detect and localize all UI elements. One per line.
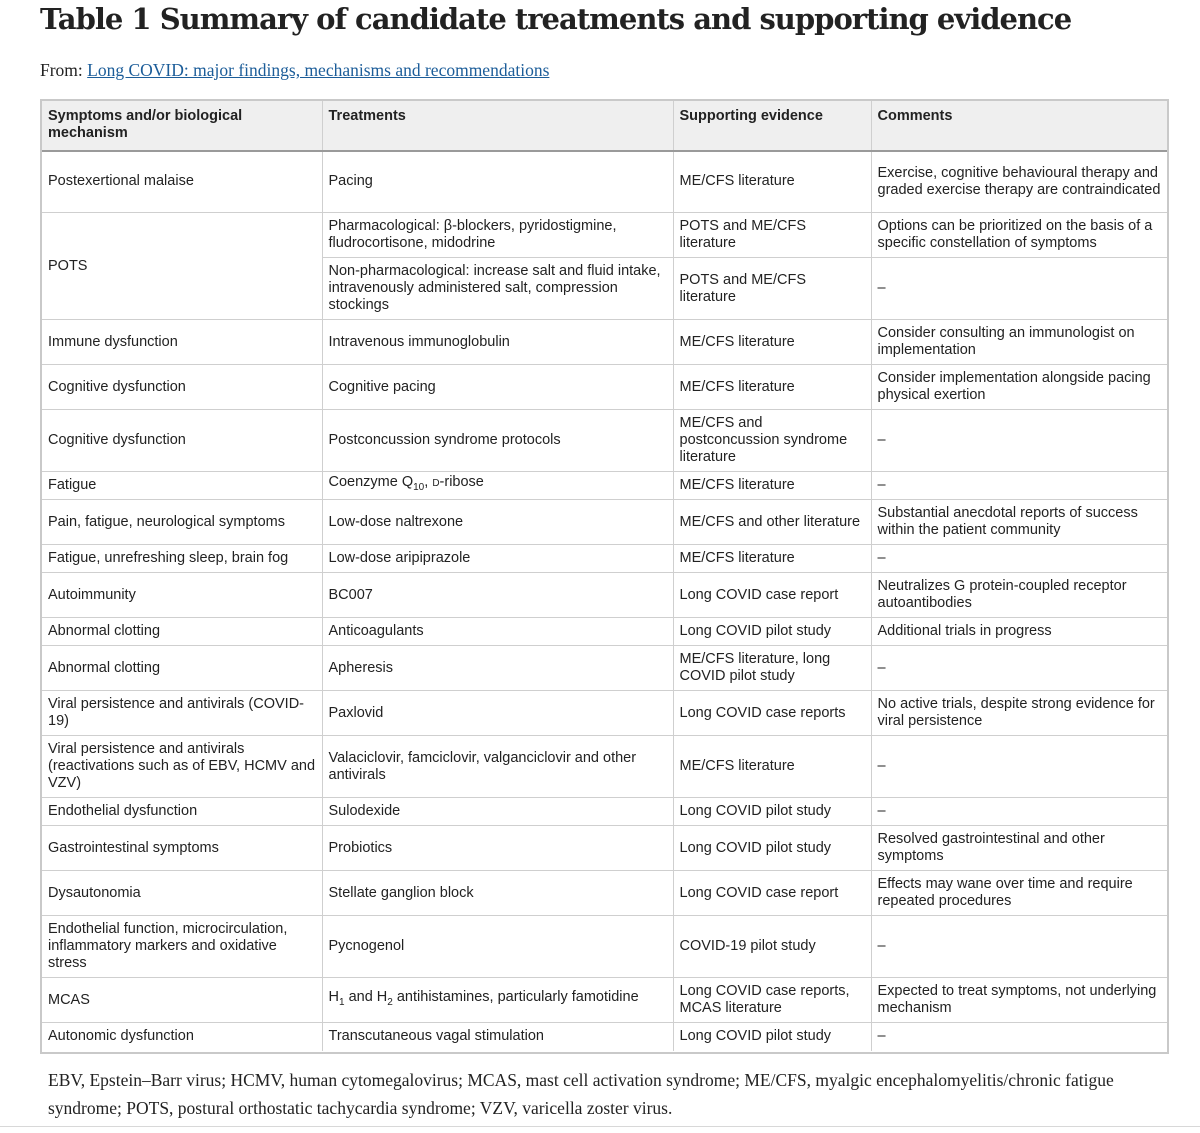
- cell-comment: –: [871, 258, 1167, 320]
- cell-symptom: Viral persistence and antivirals (COVID-19): [42, 691, 322, 736]
- cell-comment: –: [871, 410, 1167, 472]
- cell-comment: –: [871, 736, 1167, 798]
- cell-treatment: BC007: [322, 573, 673, 618]
- cell-evidence: Long COVID pilot study: [673, 618, 871, 646]
- cell-symptom: Immune dysfunction: [42, 320, 322, 365]
- header-comments: Comments: [871, 101, 1167, 151]
- table-row: [42, 545, 1167, 573]
- treatment-text: -ribose: [439, 474, 484, 491]
- cell-treatment: Pycnogenol: [322, 916, 673, 978]
- table-row: [42, 573, 1167, 618]
- cell-treatment: Probiotics: [322, 826, 673, 871]
- source-line: [40, 60, 549, 81]
- cell-symptom: Viral persistence and antivirals (reactivations such as of EBV, HCMV and VZV): [42, 736, 322, 798]
- table-row: [42, 410, 1167, 472]
- source-article-link[interactable]: Long COVID: major findings, mechanisms and recommendations: [87, 60, 550, 80]
- subscript: 1: [338, 996, 345, 1008]
- cell-symptom: Fatigue, unrefreshing sleep, brain fog: [42, 545, 322, 573]
- cell-symptom: Endothelial dysfunction: [42, 798, 322, 826]
- cell-comment: Additional trials in progress: [871, 618, 1167, 646]
- treatments-table-container: [40, 99, 1169, 1054]
- cell-comment: Effects may wane over time and require repeated procedures: [871, 871, 1167, 916]
- cell-treatment: Low-dose aripiprazole: [322, 545, 673, 573]
- table-row: [42, 826, 1167, 871]
- cell-comment: Neutralizes G protein-coupled receptor autoantibodies: [871, 573, 1167, 618]
- cell-treatment: Low-dose naltrexone: [322, 500, 673, 545]
- cell-treatment: [322, 978, 673, 1023]
- cell-treatment: Postconcussion syndrome protocols: [322, 410, 673, 472]
- table-row: [42, 500, 1167, 545]
- table-row: [42, 691, 1167, 736]
- table-row: [42, 646, 1167, 691]
- cell-symptom: Autonomic dysfunction: [42, 1023, 322, 1051]
- treatment-text: antihistamines, particularly famotidine: [392, 988, 639, 1005]
- cell-comment: –: [871, 545, 1167, 573]
- cell-symptom: Fatigue: [42, 472, 322, 500]
- cell-treatment: Pacing: [322, 151, 673, 213]
- cell-evidence: ME/CFS literature: [673, 472, 871, 500]
- cell-evidence: ME/CFS literature: [673, 545, 871, 573]
- cell-evidence: Long COVID case report: [673, 573, 871, 618]
- cell-evidence: Long COVID pilot study: [673, 1023, 871, 1051]
- treatments-table: [42, 101, 1167, 1051]
- page-title: Table 1 Summary of candidate treatments and supporting evidence: [40, 2, 1072, 36]
- cell-treatment: Apheresis: [322, 646, 673, 691]
- table-row: [42, 365, 1167, 410]
- subscript: 2: [387, 996, 393, 1008]
- cell-treatment: Pharmacological: β-blockers, pyridostigmine, fludrocortisone, midodrine: [322, 213, 673, 258]
- table-row: [42, 916, 1167, 978]
- cell-symptom: Abnormal clotting: [42, 646, 322, 691]
- cell-symptom: Gastrointestinal symptoms: [42, 826, 322, 871]
- cell-evidence: Long COVID case reports: [673, 691, 871, 736]
- cell-evidence: POTS and ME/CFS literature: [673, 258, 871, 320]
- cell-symptom: MCAS: [42, 978, 322, 1023]
- cell-symptom: Cognitive dysfunction: [42, 410, 322, 472]
- table-row: [42, 871, 1167, 916]
- table-footnote: EBV, Epstein–Barr virus; HCMV, human cytomegalovirus; MCAS, mast cell activation syndrome; ME/CFS, myalgic encephalomyelitis/chronic fatigue syndrome; POTS, postural orthostatic tachycardia syndrome; VZV, varicella zoster virus.: [48, 1070, 1114, 1118]
- table-row: [42, 151, 1167, 213]
- cell-comment: Consider implementation alongside pacing physical exertion: [871, 365, 1167, 410]
- cell-comment: Options can be prioritized on the basis of a specific constellation of symptoms: [871, 213, 1167, 258]
- cell-treatment: Non-pharmacological: increase salt and fluid intake, intravenously administered salt, compression stockings: [322, 258, 673, 320]
- cell-comment: –: [877, 1028, 886, 1045]
- cell-comment: –: [871, 646, 1167, 691]
- cell-evidence: Long COVID case reports, MCAS literature: [673, 978, 871, 1023]
- cell-treatment: Intravenous immunoglobulin: [322, 320, 673, 365]
- cell-symptom: Cognitive dysfunction: [42, 365, 322, 410]
- cell-symptom: Autoimmunity: [42, 573, 322, 618]
- cell-symptom: Postexertional malaise: [42, 151, 322, 213]
- treatment-text: Coenzyme Q: [328, 474, 414, 491]
- subscript: 10: [413, 482, 425, 494]
- cell-evidence: Long COVID case report: [673, 871, 871, 916]
- small-caps-text: d: [432, 474, 440, 491]
- cell-evidence: ME/CFS and postconcussion syndrome literature: [673, 410, 871, 472]
- cell-treatment: Paxlovid: [322, 691, 673, 736]
- cell-comment: Exercise, cognitive behavioural therapy and graded exercise therapy are contraindicated: [871, 151, 1167, 213]
- cell-comment: –: [871, 916, 1167, 978]
- table-row: [42, 1023, 1167, 1051]
- cell-treatment: Sulodexide: [322, 798, 673, 826]
- cell-evidence: COVID-19 pilot study: [673, 916, 871, 978]
- table-row: [42, 978, 1167, 1023]
- cell-treatment: Transcutaneous vagal stimulation: [322, 1023, 673, 1051]
- treatment-text: H: [328, 988, 339, 1005]
- cell-treatment: Stellate ganglion block: [322, 871, 673, 916]
- header-evidence: Supporting evidence: [673, 101, 871, 151]
- cell-treatment: Valaciclovir, famciclovir, valganciclovir and other antivirals: [322, 736, 673, 798]
- cell-symptom: Pain, fatigue, neurological symptoms: [42, 500, 322, 545]
- cell-comment: Substantial anecdotal reports of success within the patient community: [871, 500, 1167, 545]
- cell-comment: Consider consulting an immunologist on implementation: [871, 320, 1167, 365]
- cell-evidence: Long COVID pilot study: [673, 826, 871, 871]
- cell-comment: –: [871, 798, 1167, 826]
- cell-evidence: ME/CFS and other literature: [673, 500, 871, 545]
- cell-evidence: ME/CFS literature: [673, 365, 871, 410]
- table-row: [42, 213, 1167, 258]
- cell-treatment: [322, 472, 673, 500]
- cell-evidence: ME/CFS literature: [673, 320, 871, 365]
- cell-comment: Expected to treat symptoms, not underlying mechanism: [871, 978, 1167, 1023]
- table-row: [42, 320, 1167, 365]
- cell-comment: Resolved gastrointestinal and other symptoms: [871, 826, 1167, 871]
- table-row: [42, 618, 1167, 646]
- bottom-divider: [0, 1126, 1200, 1127]
- table-row: [42, 798, 1167, 826]
- cell-treatment: Anticoagulants: [322, 618, 673, 646]
- cell-comment: –: [871, 472, 1167, 500]
- treatment-text: and H: [344, 988, 388, 1005]
- table-row: [42, 472, 1167, 500]
- from-label: From:: [40, 60, 83, 80]
- cell-symptom: Dysautonomia: [42, 871, 322, 916]
- cell-evidence: ME/CFS literature: [673, 151, 871, 213]
- cell-evidence: ME/CFS literature, long COVID pilot study: [673, 646, 871, 691]
- header-treatments: Treatments: [322, 101, 673, 151]
- cell-evidence: ME/CFS literature: [673, 736, 871, 798]
- cell-symptom: Abnormal clotting: [42, 618, 322, 646]
- treatment-text: ,: [424, 474, 433, 491]
- table-row: [42, 736, 1167, 798]
- cell-symptom: POTS: [42, 213, 322, 320]
- cell-symptom: Endothelial function, microcirculation, inflammatory markers and oxidative stress: [42, 916, 322, 978]
- cell-comment: No active trials, despite strong evidence for viral persistence: [871, 691, 1167, 736]
- cell-evidence: POTS and ME/CFS literature: [673, 213, 871, 258]
- cell-treatment: Cognitive pacing: [322, 365, 673, 410]
- header-symptoms: Symptoms and/or biological mechanism: [42, 101, 322, 151]
- table-header-row: [42, 101, 1167, 151]
- cell-evidence: Long COVID pilot study: [673, 798, 871, 826]
